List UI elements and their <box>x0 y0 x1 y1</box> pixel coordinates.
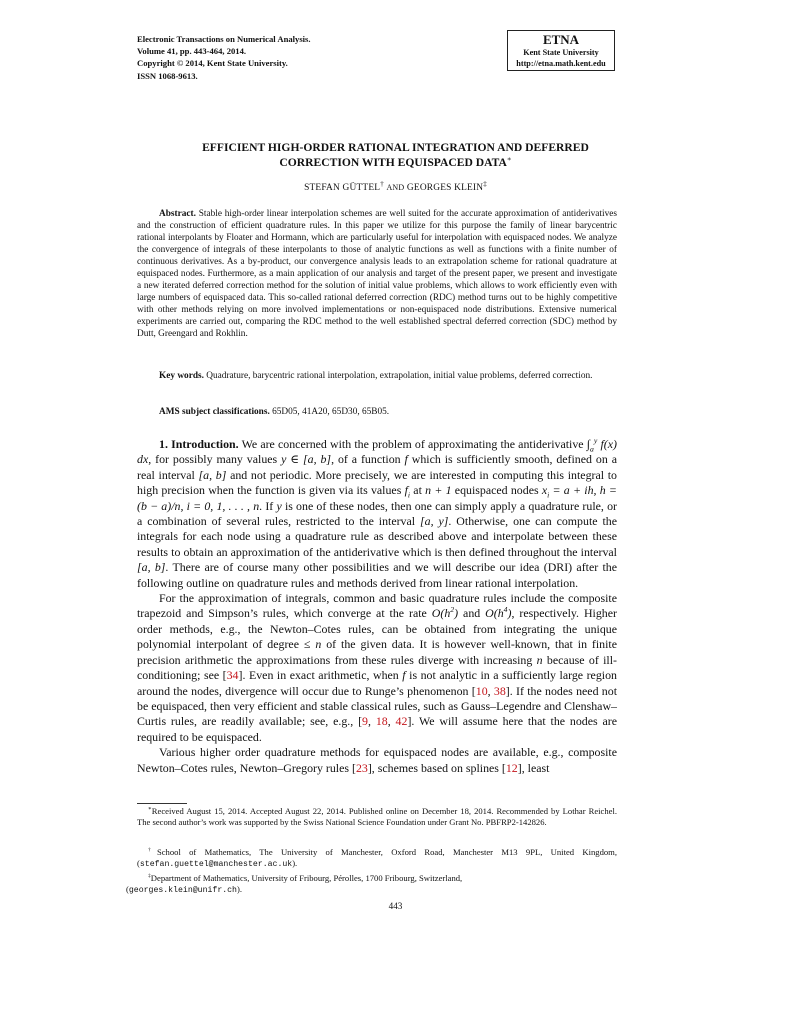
footnote-text: School of Mathematics, The University of Manchester, Oxford Road, Manchester M13 9PL, United Kingdom, <box>156 847 617 857</box>
text-run: which is sufficiently smooth, defined on a real interval <box>137 452 617 482</box>
section-title: Introduction. <box>171 437 239 451</box>
ams-label: AMS subject classifications. <box>159 407 270 417</box>
citation-link[interactable]: 9 <box>362 714 368 729</box>
footnote-text: Received August 15, 2014. Accepted August 22, 2014. Published online on December 18, 2014. Recommended by Lothar Reichel. The second author’s work was supported by the Swiss National Science Foundation under Grant No. PBFRP2-142826. <box>137 806 617 828</box>
footnote-author-1: †School of Mathematics, The University of Manchester, Oxford Road, Manchester M13 9PL, United Kingdom, (stefan.guettel@manchester.ac.uk). <box>137 847 617 870</box>
footnote-divider <box>137 803 187 804</box>
math-n-plus-1: n + 1 <box>425 483 452 498</box>
ams-text: 65D05, 41A20, 65D30, 65B05. <box>272 407 390 417</box>
footnote-received <box>137 806 617 828</box>
text-run: ]. Even in exact arithmetic, when <box>238 668 399 683</box>
text-run: of the given data. It is however well-known, that in finite precision arithmetic the approximations from these rules diverge with increasing <box>137 637 618 667</box>
author-klein: GEORGES KLEIN <box>406 183 484 193</box>
math-leq-n: ≤ n <box>303 637 322 652</box>
citation-link[interactable]: 10 <box>475 683 488 698</box>
math-oh2: $O(h^2)$ <box>431 605 459 621</box>
math-nodes: $x_i = a$ + ih, h = (b − a)/n, i = 0, 1, . . . , n <box>137 483 617 513</box>
email-wrap: (georges.klein@unifr.ch). <box>126 884 242 896</box>
text-run: ], schemes based on splines [ <box>367 760 506 775</box>
citation-link[interactable]: 18 <box>375 714 388 729</box>
title-footnote-mark[interactable]: ∗ <box>506 154 512 163</box>
text-run: ], least <box>517 760 550 775</box>
text-run: , respectively. Higher order methods, e.g., the Newton–Cotes rules, can be obtained from integrating the unique polynomial interpolant of degree <box>137 606 617 652</box>
section-introduction <box>137 437 617 776</box>
footnote-mark: † <box>148 847 157 854</box>
text-run: . There are of course many other possibilities and we will describe our idea (DRI) after the following outline on quadrature rules and methods derived from linear rational interpolation. <box>137 560 617 590</box>
citation-link[interactable]: 42 <box>395 714 408 729</box>
title-line-2-text: CORRECTION WITH EQUISPACED DATA <box>279 155 507 169</box>
text-run: . If <box>259 498 274 513</box>
math-y: y <box>276 498 282 513</box>
citation-link[interactable]: 12 <box>505 760 518 775</box>
math-ay: [a, y] <box>420 514 449 529</box>
math-y-in-ab: y ∈ [a, b] <box>281 452 332 467</box>
etna-university: Kent State University <box>523 48 599 57</box>
text-run: at <box>413 483 422 498</box>
title-line-2 <box>100 156 691 171</box>
etna-logo-box <box>507 30 615 71</box>
text-run: for possibly many values <box>155 452 278 467</box>
footnote-mark: ‡ <box>148 873 151 880</box>
math-ab: [a, b] <box>198 467 227 482</box>
section-number: 1. <box>159 437 168 451</box>
keywords <box>137 370 617 382</box>
email-link[interactable]: georges.klein@unifr.ch <box>128 886 237 896</box>
text-run: ]. If the nodes need not be equispaced, then very efficient and stable classical rules, such as Gauss–Legendre and Clenshaw–Curtis rules, are readily available; see, e.g., [ <box>137 683 617 729</box>
intro-paragraph-2: For the approximation of integrals, common and basic quadrature rules include the composite trapezoid and Simpson’s rules, which converge at the rate $O(h^2)$ and $O(h^4)$, respectively. Higher order methods, e.g., the Newton–Cotes rules, can be obtained from integrating the unique polynomial interpolant of degree ≤ n of the given data. It is however well-known, that in finite precision arithmetic the approximations from these rules diverge with increasing n because of ill-conditioning; see [34]. Even in exact arithmetic, when f is not analytic in a sufficiently large region around the nodes, divergence will occur due to Runge’s phenomenon [10, 38]. If the nodes need not be equispaced, then very efficient and stable classical rules, such as Gauss–Legendre and Clenshaw–Curtis rules, are readily available; see, e.g., [9, 18, 42]. We will assume here that the nodes are required to be equispaced. <box>137 591 618 744</box>
math-f: f <box>404 452 408 467</box>
keywords-text: Quadrature, barycentric rational interpolation, extrapolation, initial value problems, deferred correction. <box>206 371 593 381</box>
etna-title: ETNA <box>542 32 580 47</box>
text-run: and <box>463 606 481 621</box>
intro-paragraph-1: 1. Introduction. We are concerned with the problem of approximating the antiderivative $\int_a^y$ f(x) dx, for possibly many values y ∈ [a, b], of a function f which is sufficiently smooth, defined on a real interval [a, b] and not periodic. More precisely, we are interested in computing this integral to high precision when the function is given via its values $f_i$ at n + 1 equispaced nodes $x_i = a$ + ih, h = (b − a)/n, i = 0, 1, . . . , n. If y is one of these nodes, then one can simply apply a quadrature rule, or a combination of several rules, restricted to the interval [a, y]. Otherwise, one can compute the integrals for each node using a quadrature rule as described above and interpolate between these results to obtain an approximation of the antiderivative which is then defined throughout the interval [a, b]. There are of course many other possibilities and we will describe our idea (DRI) after the following outline on quadrature rules and methods derived from linear rational interpolation. <box>137 436 618 590</box>
text-run: is not analytic in a sufficiently large region around the nodes, divergence will occur due to Runge’s phenomenon [ <box>137 668 617 698</box>
journal-name: Electronic Transactions on Numerical Analysis. <box>137 34 311 44</box>
citation-link[interactable]: 38 <box>493 683 506 698</box>
text-run: is one of these nodes, then one can simply apply a quadrature rule, or a combination of several rules, restricted to the interval <box>137 498 617 529</box>
email-link[interactable]: stefan.guettel@manchester.ac.uk <box>139 860 293 870</box>
journal-volume: Volume 41, pp. 443-464, 2014. <box>137 46 247 57</box>
footnote-mark: ∗ <box>148 806 152 813</box>
math-integral: $\int_a^y$ f(x) dx <box>137 436 617 467</box>
abstract-label: Abstract. <box>159 209 196 219</box>
text-run: , of a function <box>331 452 401 467</box>
footnote-author-2 <box>126 873 617 896</box>
author-1-mark[interactable]: † <box>380 179 384 188</box>
math-fi: $f_i$ <box>404 483 411 500</box>
text-run: ]. We will assume here that the nodes are required to be equispaced. <box>137 714 618 744</box>
math-n: n <box>536 652 543 667</box>
author-2-mark[interactable]: ‡ <box>483 179 487 188</box>
title-line-1: EFFICIENT HIGH-ORDER RATIONAL INTEGRATION AND DEFERRED <box>202 141 589 154</box>
journal-copyright: Copyright © 2014, Kent State University. <box>137 58 288 69</box>
author-and: AND <box>386 183 405 192</box>
intro-paragraph-3 <box>137 745 617 776</box>
paper-title <box>100 141 691 170</box>
author-guttel: STEFAN GÜTTEL <box>304 183 381 193</box>
math-oh4: $O(h^4)$ <box>485 605 512 621</box>
math-ab: [a, b] <box>137 560 166 575</box>
text-run: and not periodic. More precisely, we are interested in computing this integral to high precision when the function is given via its values <box>137 467 618 498</box>
citation-link[interactable]: 34 <box>226 668 239 683</box>
journal-issn: ISSN 1068-9613. <box>137 70 198 81</box>
etna-url[interactable]: http://etna.math.kent.edu <box>516 59 606 68</box>
text-run: . Otherwise, one can compute the integrals for each node using a quadrature rule as described above and interpolate between these results to obtain an approximation of the antiderivative which is then defined throughout the interval <box>137 514 617 559</box>
journal-header <box>137 33 311 82</box>
math-f: f <box>402 668 406 683</box>
text-run: Various higher order quadrature methods for equispaced nodes are available, e.g., composite Newton–Cotes rules, Newton–Gregory rules [ <box>137 745 617 775</box>
keywords-label: Key words. <box>159 371 204 381</box>
page-number: 443 <box>388 901 403 911</box>
ams-classifications <box>137 406 617 418</box>
citation-link[interactable]: 23 <box>355 760 368 775</box>
text-run: For the approximation of integrals, common and basic quadrature rules include the composite trapezoid and Simpson’s rules, which converge at the rate <box>137 591 617 621</box>
text-run: We are concerned with the problem of approximating the antiderivative <box>241 437 584 451</box>
text-run: because of ill-conditioning; see [ <box>137 652 617 683</box>
footnote-text: Department of Mathematics, University of Fribourg, Pérolles, 1700 Fribourg, Switzerland, <box>150 873 463 883</box>
abstract-text: Stable high-order linear interpolation schemes are well suited for the accurate approximation of antiderivatives and the construction of efficient quadrature rules. In this paper we utilize for this purpose the family of linear barycentric rational interpolants by Floater and Hormann, which are particularly useful for interpolation with equispaced nodes. We analyze the convergence of integrals of these interpolants to those of analytic functions as well as functions with a finite number of continuous derivatives. As a by-product, our convergence analysis leads to an extrapolation scheme for rational quadrature at equispaced nodes. Furthermore, as a main application of our analysis and target of the present paper, we present and investigate a new iterated deferred correction method for the solution of initial value problems, which allows to work efficiently even with large numbers of equispaced data. This so-called rational deferred correction (RDC) method turns out to be highly competitive with other methods relying on more involved implementations or non-equispaced node distributions. Extensive numerical experiments are carried out, comparing the RDC method to the well established spectral deferred correction (SDC) method by Dutt, Greengard and Rokhlin. <box>137 209 617 339</box>
author-list <box>100 179 691 193</box>
text-run: equispaced nodes <box>454 483 539 498</box>
abstract <box>137 208 617 340</box>
